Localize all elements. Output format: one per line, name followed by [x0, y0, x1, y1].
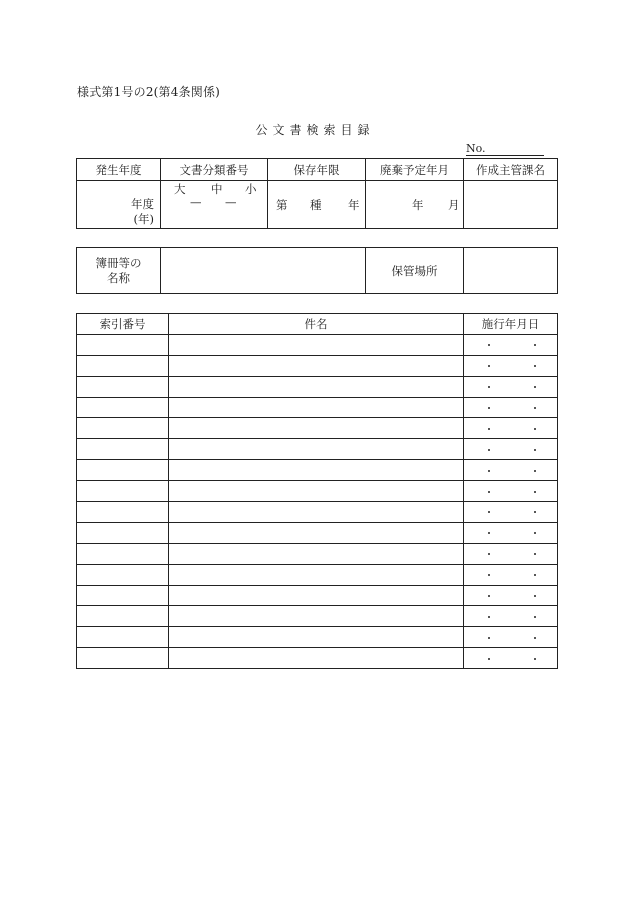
subject-cell[interactable] — [169, 522, 464, 543]
enforcement-date-cell[interactable] — [464, 648, 558, 669]
date-separator-dot-2 — [534, 344, 536, 346]
subject-cell[interactable] — [169, 627, 464, 648]
table-row — [77, 606, 558, 627]
responsible-section-cell[interactable] — [464, 181, 558, 229]
index-number-cell[interactable] — [77, 334, 169, 355]
date-separators — [464, 377, 557, 396]
date-separator-dot-2 — [534, 553, 536, 555]
subject-cell[interactable] — [169, 460, 464, 481]
index-number-cell[interactable] — [77, 460, 169, 481]
enforcement-date-cell[interactable] — [464, 397, 558, 418]
date-separator-dot-2 — [534, 449, 536, 451]
class-dash-1: — — [190, 195, 202, 209]
volume-name-label-cell — [77, 248, 161, 294]
date-separator-dot-2 — [534, 428, 536, 430]
subject-cell[interactable] — [169, 585, 464, 606]
date-separators — [464, 398, 557, 417]
form-reference: 様式第1号の2(第4条関係) — [77, 85, 221, 99]
class-small-label: 小 — [245, 182, 257, 196]
table-row — [77, 585, 558, 606]
date-separator-dot-1 — [488, 574, 490, 576]
date-separator-dot-1 — [488, 449, 490, 451]
retention-type-label: 種 — [310, 198, 322, 212]
date-separators — [464, 649, 557, 668]
table-row — [77, 522, 558, 543]
enforcement-date-cell[interactable] — [464, 334, 558, 355]
date-separator-dot-1 — [488, 616, 490, 618]
header-disposal-date: 廃棄予定年月 — [366, 159, 464, 181]
index-number-cell[interactable] — [77, 376, 169, 397]
header-info-table — [76, 158, 558, 229]
disposal-date-cell[interactable] — [366, 181, 464, 229]
index-number-cell[interactable] — [77, 439, 169, 460]
date-separator-dot-1 — [488, 532, 490, 534]
date-separator-dot-1 — [488, 491, 490, 493]
subject-cell[interactable] — [169, 334, 464, 355]
date-separators — [464, 461, 557, 480]
index-number-cell[interactable] — [77, 606, 169, 627]
enforcement-date-cell[interactable] — [464, 376, 558, 397]
header-responsible-section: 作成主管課名 — [464, 159, 558, 181]
enforcement-date-cell[interactable] — [464, 564, 558, 585]
enforcement-date-cell[interactable] — [464, 460, 558, 481]
date-separators — [464, 419, 557, 438]
enforcement-date-cell[interactable] — [464, 543, 558, 564]
table-row — [77, 334, 558, 355]
subject-cell[interactable] — [169, 481, 464, 502]
subject-cell[interactable] — [169, 564, 464, 585]
date-separator-dot-1 — [488, 511, 490, 513]
date-separators — [464, 628, 557, 647]
index-table — [76, 313, 558, 669]
table-row — [77, 627, 558, 648]
date-separator-dot-2 — [534, 511, 536, 513]
date-separator-dot-1 — [488, 470, 490, 472]
subject-cell[interactable] — [169, 648, 464, 669]
index-number-cell[interactable] — [77, 543, 169, 564]
date-separator-dot-1 — [488, 658, 490, 660]
date-separator-dot-2 — [534, 637, 536, 639]
date-separator-dot-2 — [534, 491, 536, 493]
index-number-cell[interactable] — [77, 502, 169, 523]
date-separators — [464, 502, 557, 521]
header-index-number: 索引番号 — [77, 314, 169, 335]
table-row — [77, 376, 558, 397]
storage-location-label: 保管場所 — [366, 248, 464, 294]
volume-name-cell[interactable] — [161, 248, 366, 294]
date-separators — [464, 523, 557, 542]
date-separator-dot-2 — [534, 595, 536, 597]
table-row — [77, 502, 558, 523]
table-row — [77, 564, 558, 585]
class-medium-label: 中 — [211, 182, 223, 196]
storage-location-cell[interactable] — [464, 248, 558, 294]
date-separator-dot-1 — [488, 386, 490, 388]
table-row — [77, 355, 558, 376]
enforcement-date-cell[interactable] — [464, 481, 558, 502]
retention-period-cell[interactable] — [268, 181, 366, 229]
header-classification-number: 文書分類番号 — [161, 159, 268, 181]
subject-cell[interactable] — [169, 543, 464, 564]
subject-cell[interactable] — [169, 606, 464, 627]
index-number-cell[interactable] — [77, 355, 169, 376]
number-label: No. — [466, 142, 486, 155]
year-sub-label: (年) — [133, 212, 154, 226]
table-row — [77, 397, 558, 418]
subject-cell[interactable] — [169, 502, 464, 523]
date-separator-dot-2 — [534, 574, 536, 576]
date-separator-dot-2 — [534, 532, 536, 534]
subject-cell[interactable] — [169, 376, 464, 397]
disposal-year-label: 年 — [412, 198, 424, 212]
retention-class-label: 第 — [276, 198, 288, 212]
enforcement-date-cell[interactable] — [464, 439, 558, 460]
enforcement-date-cell[interactable] — [464, 585, 558, 606]
volume-info-table — [76, 247, 558, 294]
header-occurrence-year: 発生年度 — [77, 159, 161, 181]
index-number-cell[interactable] — [77, 522, 169, 543]
subject-cell[interactable] — [169, 418, 464, 439]
date-separator-dot-2 — [534, 616, 536, 618]
occurrence-year-cell[interactable] — [77, 181, 161, 229]
date-separators — [464, 482, 557, 501]
volume-name-label-line2: 名称 — [107, 270, 130, 285]
subject-cell[interactable] — [169, 355, 464, 376]
enforcement-date-cell[interactable] — [464, 606, 558, 627]
class-large-label: 大 — [174, 182, 186, 196]
date-separator-dot-1 — [488, 344, 490, 346]
header-enforcement-date: 施行年月日 — [464, 314, 558, 335]
index-number-cell[interactable] — [77, 627, 169, 648]
index-number-cell[interactable] — [77, 397, 169, 418]
date-separator-dot-1 — [488, 407, 490, 409]
table-row — [77, 543, 558, 564]
retention-year-label: 年 — [348, 198, 360, 212]
date-separator-dot-1 — [488, 595, 490, 597]
year-label: 年度 — [131, 197, 154, 211]
classification-number-cell[interactable] — [161, 181, 268, 229]
date-separators — [464, 356, 557, 375]
enforcement-date-cell[interactable] — [464, 627, 558, 648]
enforcement-date-cell[interactable] — [464, 418, 558, 439]
subject-cell[interactable] — [169, 397, 464, 418]
date-separators — [464, 586, 557, 605]
disposal-month-label: 月 — [448, 198, 460, 212]
table-row — [77, 481, 558, 502]
date-separator-dot-2 — [534, 407, 536, 409]
date-separators — [464, 544, 557, 563]
date-separators — [464, 607, 557, 626]
header-retention-period: 保存年限 — [268, 159, 366, 181]
date-separators — [464, 440, 557, 459]
date-separator-dot-2 — [534, 365, 536, 367]
index-number-cell[interactable] — [77, 564, 169, 585]
table-row — [77, 460, 558, 481]
enforcement-date-cell[interactable] — [464, 522, 558, 543]
enforcement-date-cell[interactable] — [464, 355, 558, 376]
enforcement-date-cell[interactable] — [464, 502, 558, 523]
number-field[interactable] — [466, 143, 544, 156]
class-dash-2: — — [225, 195, 237, 209]
header-subject: 件名 — [169, 314, 464, 335]
index-number-cell[interactable] — [77, 481, 169, 502]
index-number-cell[interactable] — [77, 418, 169, 439]
date-separator-dot-1 — [488, 365, 490, 367]
date-separators — [464, 335, 557, 354]
index-number-cell[interactable] — [77, 585, 169, 606]
date-separator-dot-1 — [488, 637, 490, 639]
table-row — [77, 418, 558, 439]
document-title: 公文書検索目録 — [255, 123, 375, 137]
table-row — [77, 439, 558, 460]
table-row — [77, 648, 558, 669]
date-separator-dot-2 — [534, 386, 536, 388]
date-separator-dot-1 — [488, 428, 490, 430]
date-separators — [464, 565, 557, 584]
date-separator-dot-1 — [488, 553, 490, 555]
date-separator-dot-2 — [534, 658, 536, 660]
index-number-cell[interactable] — [77, 648, 169, 669]
volume-name-label-line1: 簿冊等の — [95, 255, 142, 270]
date-separator-dot-2 — [534, 470, 536, 472]
subject-cell[interactable] — [169, 439, 464, 460]
